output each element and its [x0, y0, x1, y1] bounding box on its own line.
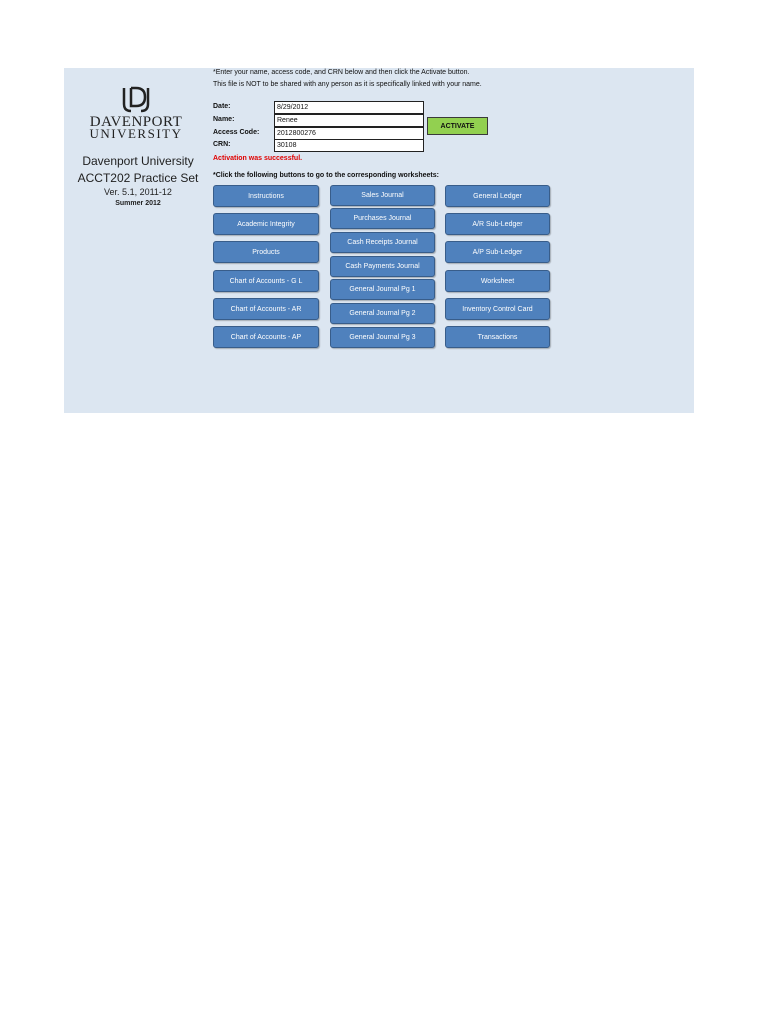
general-ledger-button[interactable]: General Ledger [445, 185, 550, 207]
sidebar-version: Ver. 5.1, 2011-12 [104, 187, 172, 197]
crn-field[interactable]: 30108 [274, 139, 424, 152]
activation-status: Activation was successful. [213, 155, 303, 162]
crn-label: CRN: [213, 141, 231, 148]
name-label: Name: [213, 116, 235, 123]
access-code-field[interactable]: 2012800276 [274, 127, 424, 140]
sidebar-term: Summer 2012 [115, 200, 161, 207]
name-field[interactable]: Renee [274, 114, 424, 127]
sidebar-title-course: ACCT202 Practice Set [77, 171, 199, 185]
du-monogram-icon [118, 84, 154, 114]
cash-receipts-journal-button[interactable]: Cash Receipts Journal [330, 232, 435, 253]
sidebar-title-university: Davenport University [82, 154, 194, 168]
cash-payments-journal-button[interactable]: Cash Payments Journal [330, 256, 435, 277]
general-journal-pg1-button[interactable]: General Journal Pg 1 [330, 279, 435, 300]
general-journal-pg3-button[interactable]: General Journal Pg 3 [330, 327, 435, 348]
date-label: Date: [213, 103, 231, 110]
instructions-button[interactable]: Instructions [213, 185, 319, 207]
date-field[interactable]: 8/29/2012 [274, 101, 424, 114]
activate-button[interactable]: ACTIVATE [427, 117, 488, 135]
logo-text-university: UNIVERSITY [89, 126, 183, 141]
access-code-label: Access Code: [213, 129, 260, 136]
worksheets-heading: *Click the following buttons to go to the corresponding worksheets: [213, 172, 439, 179]
sales-journal-button[interactable]: Sales Journal [330, 185, 435, 206]
chart-of-accounts-ap-button[interactable]: Chart of Accounts - AP [213, 326, 319, 348]
products-button[interactable]: Products [213, 241, 319, 263]
academic-integrity-button[interactable]: Academic Integrity [213, 213, 319, 235]
instruction-line-1: *Enter your name, access code, and CRN below and then click the Activate button. [213, 69, 470, 76]
chart-of-accounts-ar-button[interactable]: Chart of Accounts - AR [213, 298, 319, 320]
chart-of-accounts-gl-button[interactable]: Chart of Accounts - G L [213, 270, 319, 292]
logo-text-davenport: DAVENPORT [89, 114, 183, 130]
ap-sub-ledger-button[interactable]: A/P Sub-Ledger [445, 241, 550, 263]
general-journal-pg2-button[interactable]: General Journal Pg 2 [330, 303, 435, 324]
university-logo [80, 84, 192, 140]
purchases-journal-button[interactable]: Purchases Journal [330, 208, 435, 229]
inventory-control-card-button[interactable]: Inventory Control Card [445, 298, 550, 320]
ar-sub-ledger-button[interactable]: A/R Sub-Ledger [445, 213, 550, 235]
transactions-button[interactable]: Transactions [445, 326, 550, 348]
instruction-line-2: This file is NOT to be shared with any person as it is specifically linked with your name. [213, 81, 482, 88]
worksheet-button[interactable]: Worksheet [445, 270, 550, 292]
